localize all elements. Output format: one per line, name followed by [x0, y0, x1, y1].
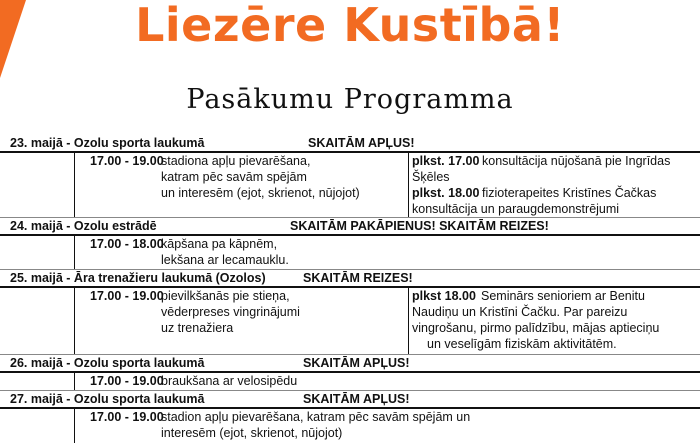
day-date-place: 23. maijā - Ozolu sporta laukumā: [10, 136, 205, 150]
day-header: [0, 135, 700, 153]
day-motto: SKAITĀM APĻUS!: [303, 392, 410, 406]
activity-line: vēderpreses vingrinājumi: [161, 305, 300, 319]
day-header: [0, 270, 700, 288]
day-date-place: 26. maijā - Ozolu sporta laukumā: [10, 356, 205, 370]
day-body: [0, 288, 700, 355]
day-body: [0, 153, 700, 218]
day-header: [0, 218, 700, 236]
day-motto: SKAITĀM REIZES!: [303, 271, 413, 285]
day-date-place: 24. maijā - Ozolu estrādē: [10, 219, 157, 233]
extra-text: Seminārs senioriem ar Benitu: [481, 289, 645, 303]
activity-line: pievilkšanās pie stieņa,: [161, 289, 290, 303]
activity-line: kāpšana pa kāpnēm,: [161, 237, 278, 251]
activity-line: un interesēm (ejot, skrienot, nūjojot): [161, 186, 360, 200]
extra-time: plkst 18.00: [412, 289, 476, 303]
day-date-place: 27. maijā - Ozolu sporta laukumā: [10, 392, 205, 406]
activity-line: uz trenažiera: [161, 321, 234, 335]
day-body: [0, 236, 700, 270]
day-header: [0, 355, 700, 373]
day-body: [0, 409, 700, 443]
extra-text: un veselīgām fiziskām aktivitātēm.: [427, 337, 617, 351]
extra-text: fizioterapeites Kristīnes Čačkas: [482, 186, 657, 200]
extra-text: konsultācija un paraugdemonstrējumi: [412, 202, 620, 216]
activity-line: stadion apļu pievarēšana, katram pēc savām spējām un: [161, 410, 471, 424]
day-motto: SKAITĀM APĻUS!: [303, 356, 410, 370]
extra-text: konsultācija nūjošanā pie Ingrīdas: [482, 154, 671, 168]
activity-line: lekšana ar lecamauklu.: [161, 253, 289, 267]
activity-line: katram pēc savām spējām: [161, 170, 307, 184]
extra-time: plkst. 18.00: [412, 186, 480, 200]
time-range: 17.00 - 19.00: [90, 410, 164, 424]
extra-text: Naudiņu un Kristīni Čačku. Par pareizu: [412, 305, 628, 319]
day-body: [0, 373, 700, 391]
day-date-place: 25. maijā - Āra trenažieru laukumā (Ozolos): [10, 271, 266, 285]
day-motto: SKAITĀM PAKĀPIENUS! SKAITĀM REIZES!: [290, 219, 549, 233]
day-motto: SKAITĀM APĻUS!: [308, 136, 415, 150]
extra-text: vingrošanu, pirmo palīdzību, mājas aptieciņu: [412, 321, 660, 335]
page-title: Liezēre Kustībā!: [135, 0, 565, 52]
activity-line: interesēm (ejot, skrienot, nūjojot): [161, 426, 343, 440]
program-table: [0, 135, 700, 443]
activity-line: stadiona apļu pievarēšana,: [161, 154, 311, 168]
day-header: [0, 391, 700, 409]
time-range: 17.00 - 19.00: [90, 374, 164, 388]
time-range: 17.00 - 19.00: [90, 289, 164, 303]
time-range: 17.00 - 18.00: [90, 237, 164, 251]
extra-time: plkst. 17.00: [412, 154, 480, 168]
page-subtitle: Pasākumu Programma: [186, 84, 514, 115]
activity-line: braukšana ar velosipēdu: [161, 374, 298, 388]
time-range: 17.00 - 19.00: [90, 154, 164, 168]
extra-text: Šķēles: [412, 170, 450, 184]
